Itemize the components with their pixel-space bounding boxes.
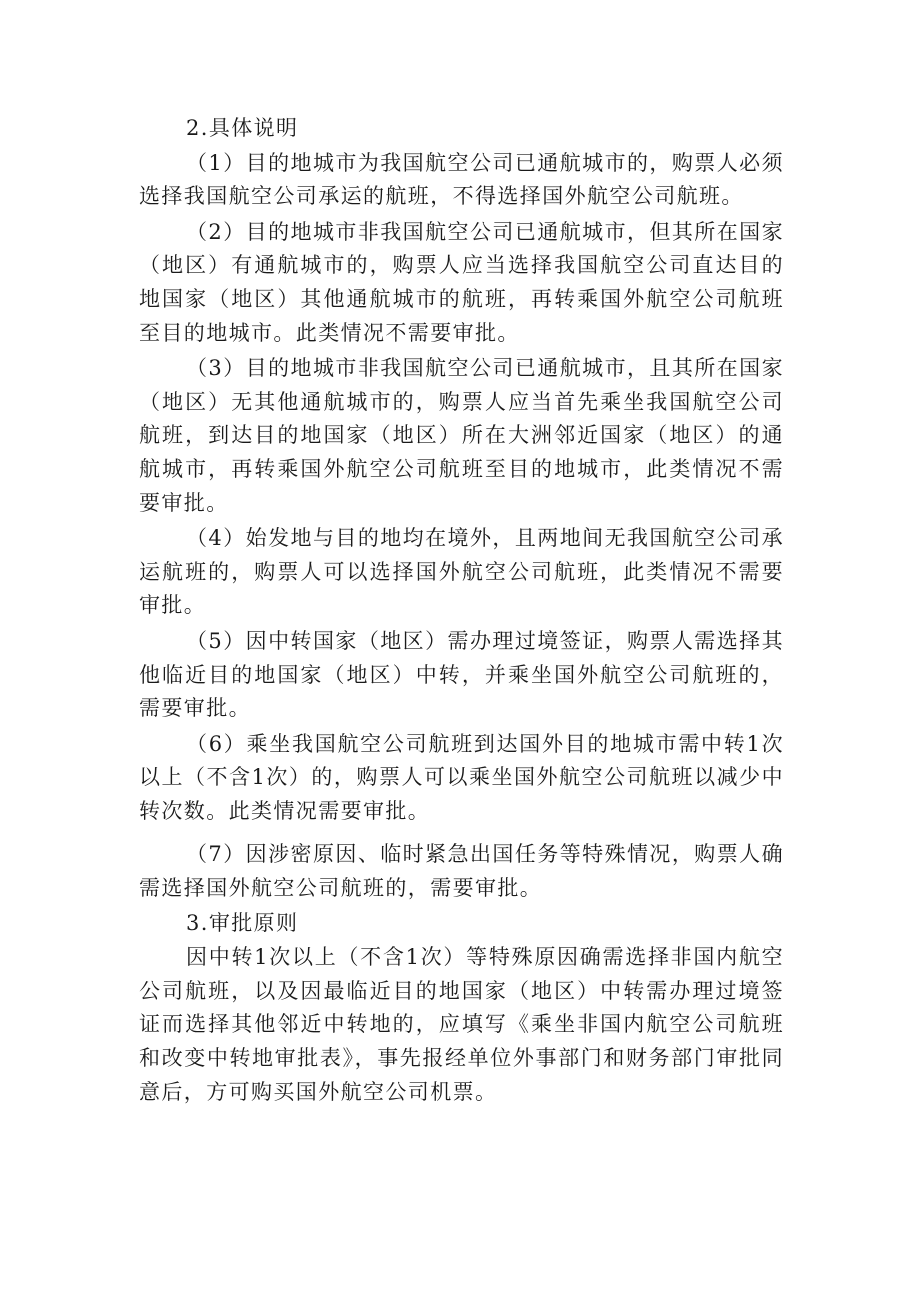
item-1-paragraph: （1）目的地城市为我国航空公司已通航城市的，购票人必须选择我国航空公司承运的航班，不得选择国外航空公司航班。 — [139, 150, 784, 209]
section-2-heading: 2.具体说明 — [186, 116, 299, 140]
item-5-paragraph: （5）因中转国家（地区）需办理过境签证，购票人需选择其他临近目的地国家（地区）中转，并乘坐国外航空公司航班的，需要审批。 — [139, 628, 784, 721]
item-2-paragraph: （2）目的地城市非我国航空公司已通航城市，但其所在国家（地区）有通航城市的，购票人应当选择我国航空公司直达目的地国家（地区）其他通航城市的航班，再转乘国外航空公司航班至目的地城市。此类情况不需要审批。 — [139, 219, 784, 345]
section-3-body: 因中转1次以上（不含1次）等特殊原因确需选择非国内航空公司航班，以及因最临近目的地国家（地区）中转需办理过境签证而选择其他邻近中转地的，应填写《乘坐非国内航空公司航班和改变中转地审批表》，事先报经单位外事部门和财务部门审批同意后，方可购买国外航空公司机票。 — [139, 945, 784, 1104]
document-body — [139, 112, 784, 1109]
section-3-heading: 3.审批原则 — [186, 910, 299, 935]
item-7-paragraph: （7）因涉密原因、临时紧急出国任务等特殊情况，购票人确需选择国外航空公司航班的，需要审批。 — [139, 842, 784, 901]
item-4-paragraph: （4）始发地与目的地均在境外，且两地间无我国航空公司承运航班的，购票人可以选择国外航空公司航班，此类情况不需要审批。 — [139, 526, 784, 618]
item-6-paragraph: （6）乘坐我国航空公司航班到达国外目的地城市需中转1次以上（不含1次）的，购票人可以乘坐国外航空公司航班以减少中转次数。此类情况需要审批。 — [139, 731, 784, 823]
item-3-paragraph: （3）目的地城市非我国航空公司已通航城市，且其所在国家（地区）无其他通航城市的，购票人应当首先乘坐我国航空公司航班，到达目的地国家（地区）所在大洲邻近国家（地区）的通航城市，再转乘国外航空公司航班至目的地城市，此类情况不需要审批。 — [139, 356, 784, 515]
